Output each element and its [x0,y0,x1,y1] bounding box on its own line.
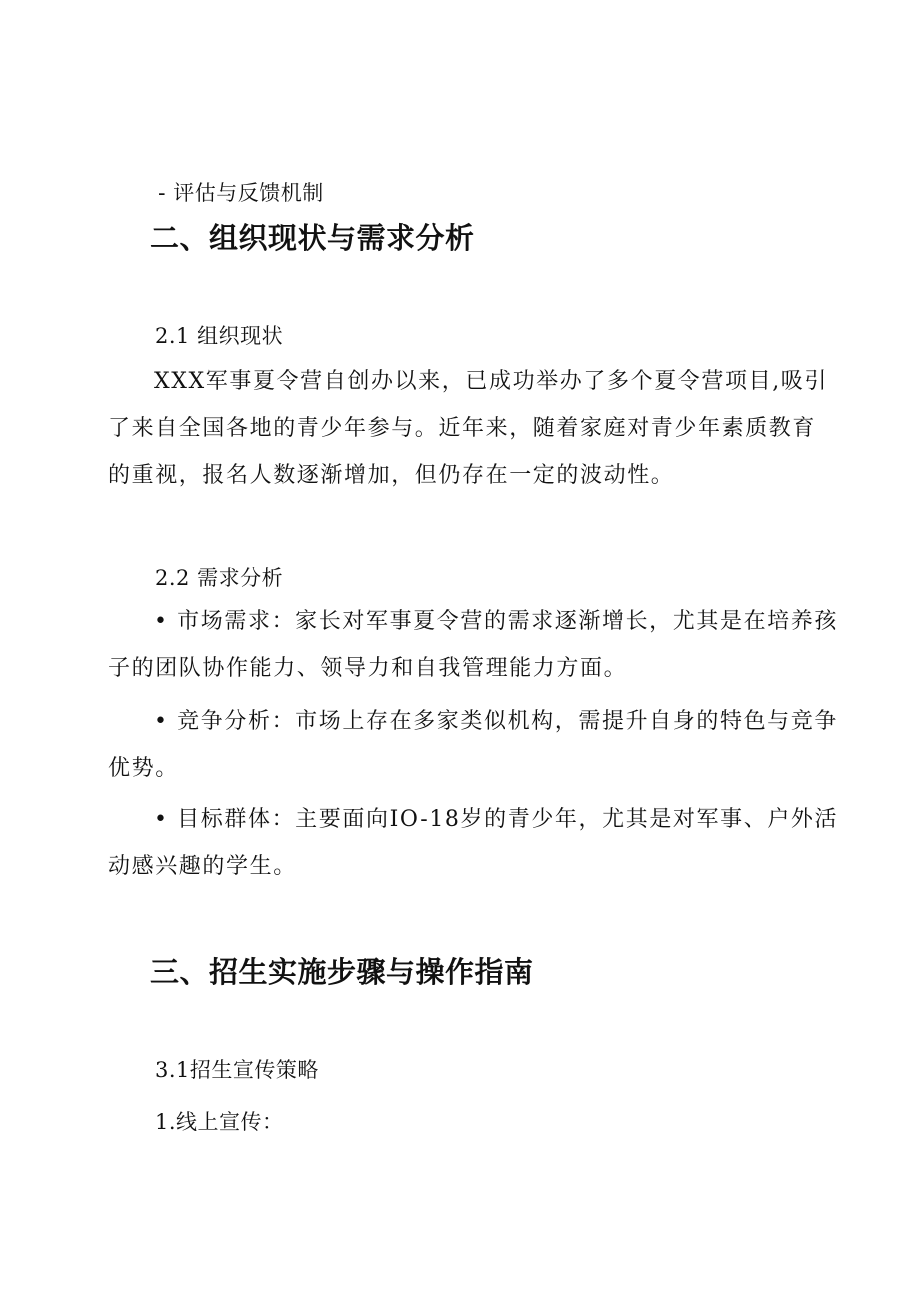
bullet-item-competition [108,698,838,792]
bullet-line: 优势。 [108,756,179,781]
paragraph-line: 的重视，报名人数逐渐增加，但仍存在一定的波动性。 [108,463,675,488]
paragraph-line: 了来自全国各地的青少年参与。近年来，随着家庭对青少年素质教育 [108,416,817,441]
subsection-3-1-title: 3.1招生宣传策略 [155,1058,319,1082]
bullet-line: • 竞争分析：市场上存在多家类似机构，需提升自身的特色与竞争 [154,709,838,734]
bullet-line: 子的团队协作能力、领导力和自我管理能力方面。 [108,656,628,681]
bullet-item-target-group [108,796,839,890]
subsection-2-1-title: 2.1 组织现状 [155,324,284,348]
section-2-heading: 二、组织现状与需求分析 [150,221,475,255]
paragraph-line: XXX军事夏令营自创办以来，已成功举办了多个夏令营项目,吸引 [154,369,828,394]
bullet-line: • 目标群体：主要面向IO-18岁的青少年，尤其是对军事、户外活 [154,807,839,832]
subsection-2-1-paragraph [108,358,828,499]
section-3-heading: 三、招生实施步骤与操作指南 [150,955,534,989]
bullet-item-market [108,598,838,692]
subsection-2-2-title: 2.2 需求分析 [155,566,284,590]
list-item-online-promotion: 1.线上宣传： [155,1110,284,1134]
bullet-line: • 市场需求：家长对军事夏令营的需求逐渐增长，尤其是在培养孩 [154,609,838,634]
outline-item: - 评估与反馈机制 [158,181,324,205]
bullet-line: 动感兴趣的学生。 [108,854,297,879]
